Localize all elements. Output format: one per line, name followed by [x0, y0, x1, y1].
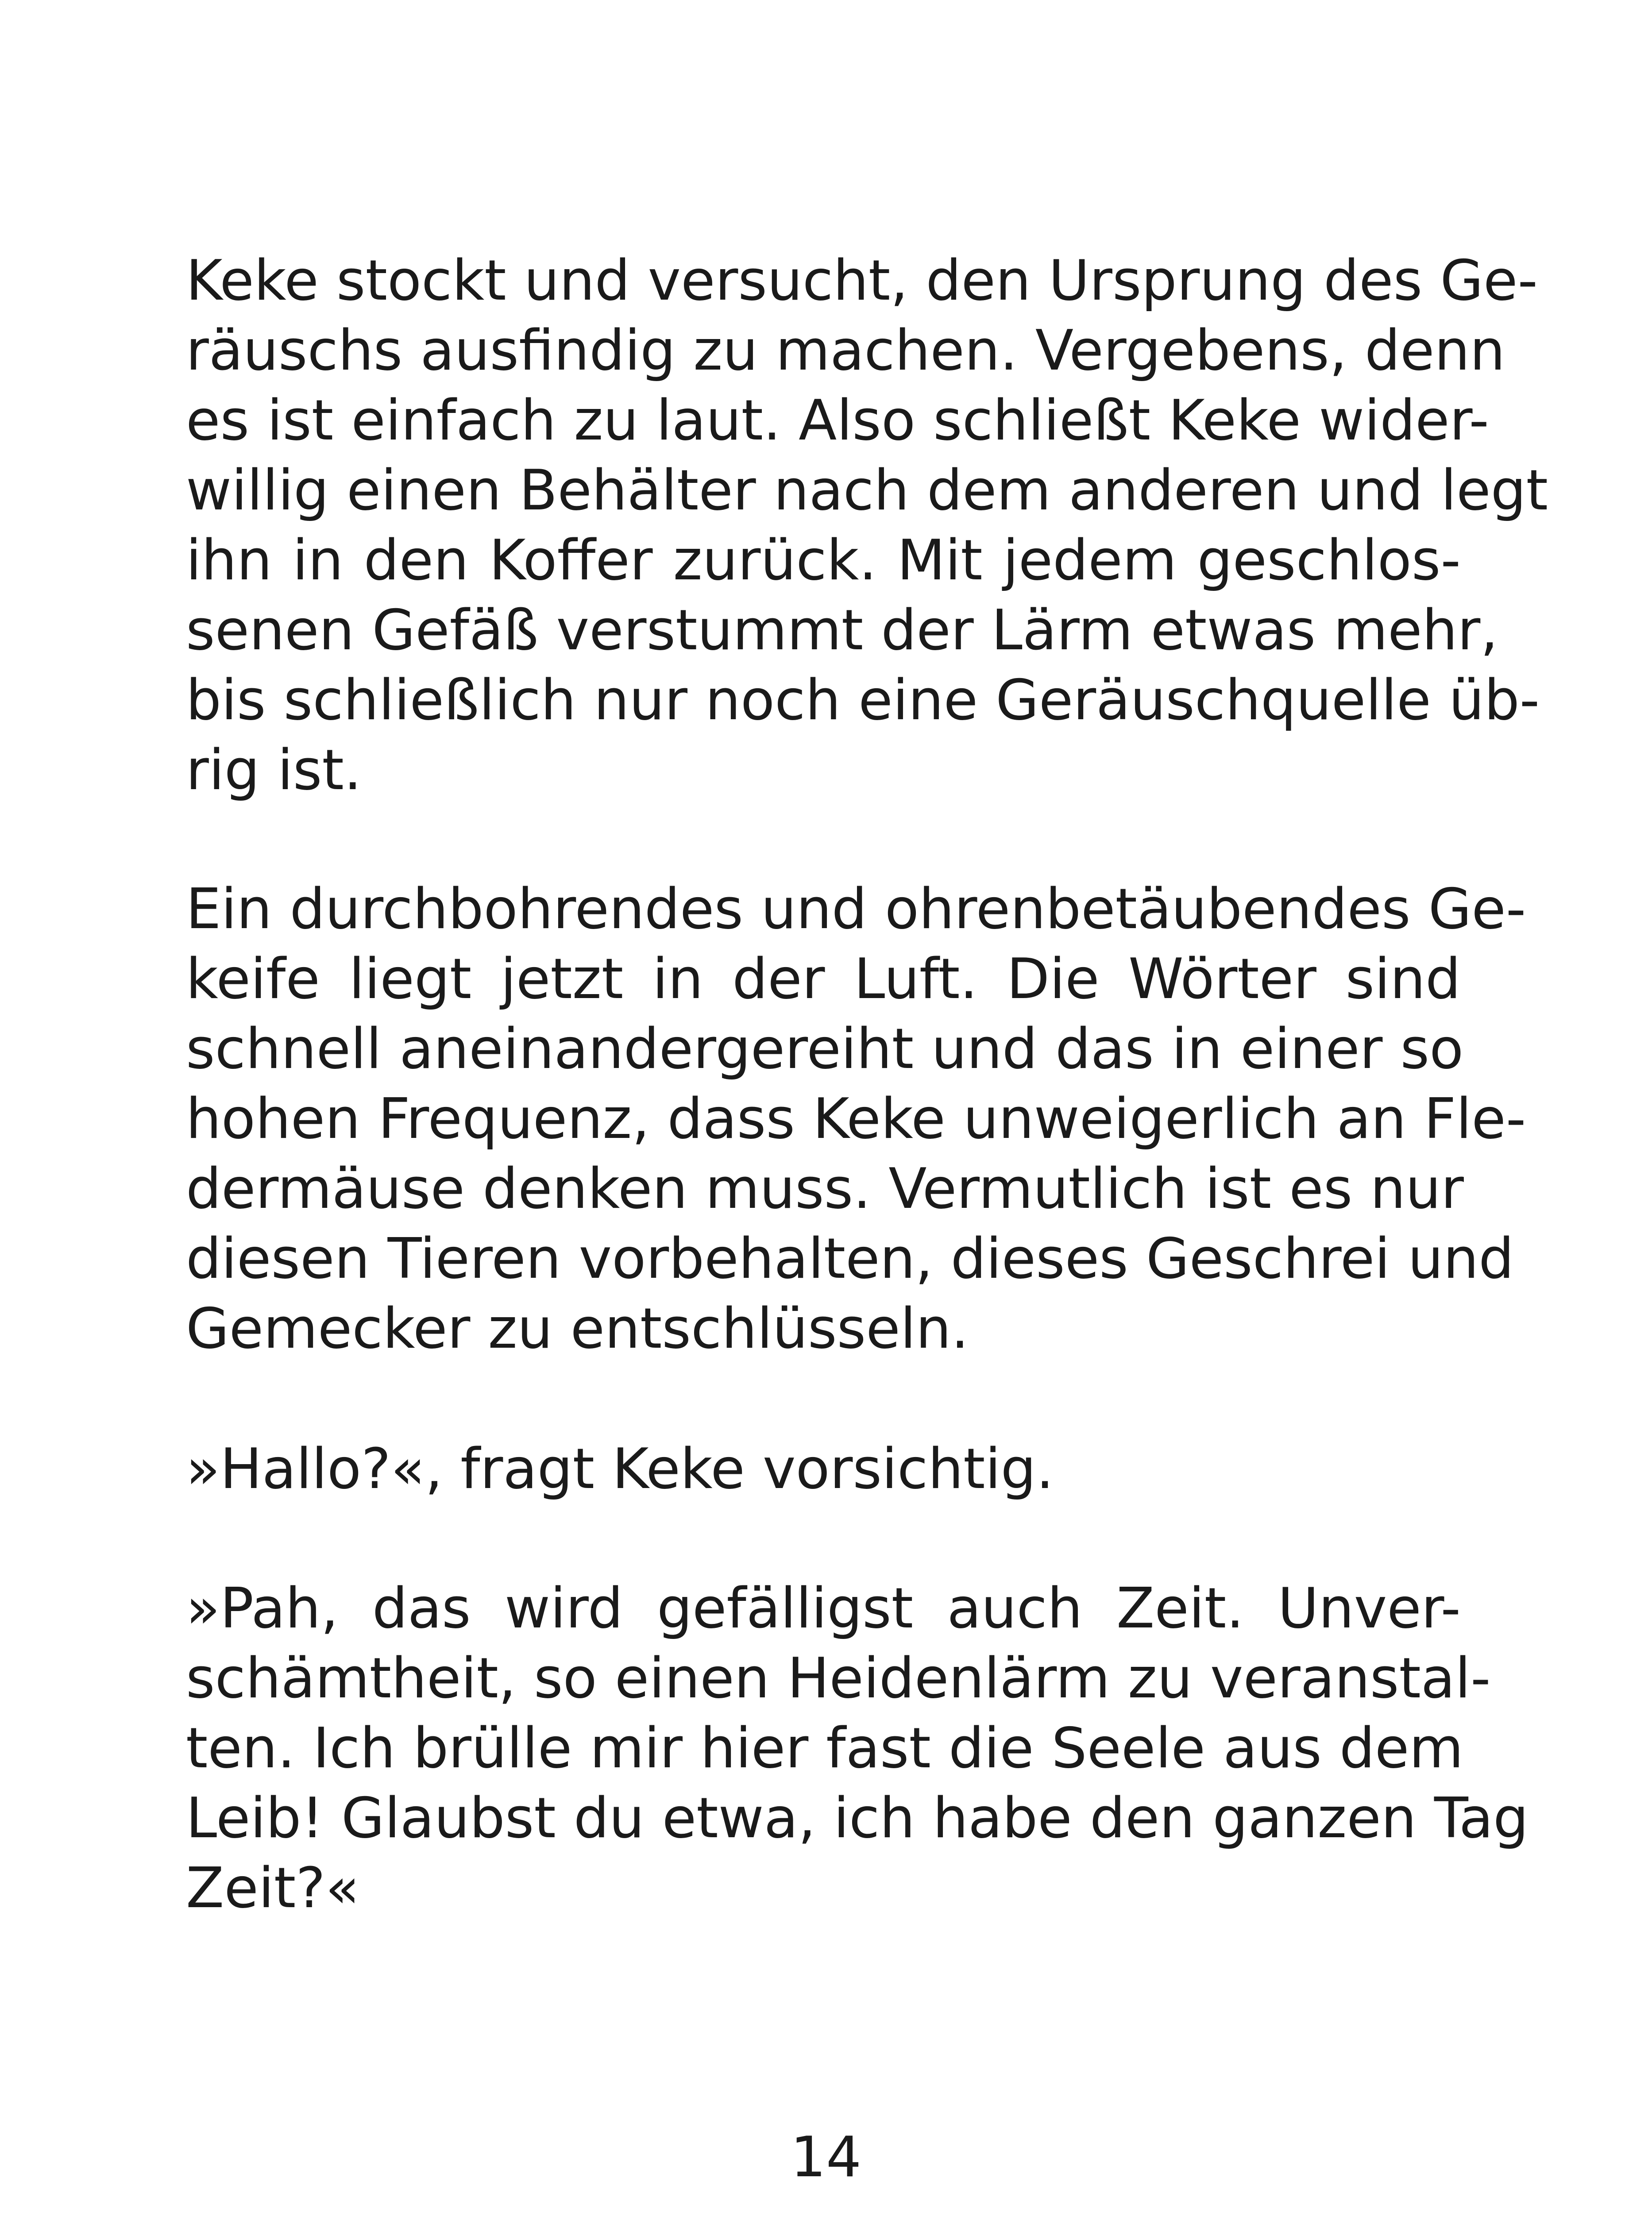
text-line: räuschs ausfindig zu machen. Vergebens, denn: [186, 318, 1505, 383]
text-line: »Pah, das wird gefälligst auch Zeit. Unver-: [186, 1576, 1461, 1641]
text-line: Keke stockt und versucht, den Ursprung des Ge-: [186, 248, 1538, 313]
text-line: Leib! Glaubst du etwa, ich habe den ganzen Tag: [186, 1785, 1529, 1851]
paragraph-3: [186, 1434, 1461, 1504]
text-line: ten. Ich brülle mir hier fast die Seele aus dem: [186, 1716, 1464, 1781]
text-line: es ist einfach zu laut. Also schließt Keke wider-: [186, 388, 1489, 453]
text-line: Gemecker zu entschlüsseln.: [186, 1296, 969, 1361]
text-line: Zeit?«: [186, 1855, 360, 1920]
text-line: schnell aneinandergereiht und das in einer so: [186, 1016, 1464, 1081]
text-line: rig ist.: [186, 737, 362, 802]
text-line: bis schließlich nur noch eine Geräuschquelle üb-: [186, 667, 1540, 733]
text-line: ihn in den Koffer zurück. Mit jedem geschlos-: [186, 528, 1461, 593]
text-line: senen Gefäß verstummt der Lärm etwas mehr,: [186, 598, 1498, 663]
text-line: dermäuse denken muss. Vermutlich ist es nur: [186, 1156, 1464, 1221]
page-number: 14: [790, 2124, 862, 2190]
text-line: Ein durchbohrendes und ohrenbetäubendes Ge-: [186, 876, 1526, 941]
text-line: willig einen Behälter nach dem anderen und legt: [186, 458, 1548, 523]
paragraph-1: [186, 246, 1548, 805]
paragraph-2: [186, 874, 1526, 1364]
text-line: hohen Frequenz, dass Keke unweigerlich an Fle-: [186, 1086, 1526, 1151]
text-line: keife liegt jetzt in der Luft. Die Wörter sind: [186, 946, 1461, 1011]
text-line: schämtheit, so einen Heidenlärm zu veranstal-: [186, 1646, 1491, 1711]
text-line: »Hallo?«, fragt Keke vorsichtig.: [186, 1436, 1054, 1501]
paragraph-4: [186, 1573, 1529, 1923]
text-line: diesen Tieren vorbehalten, dieses Geschrei und: [186, 1226, 1514, 1291]
